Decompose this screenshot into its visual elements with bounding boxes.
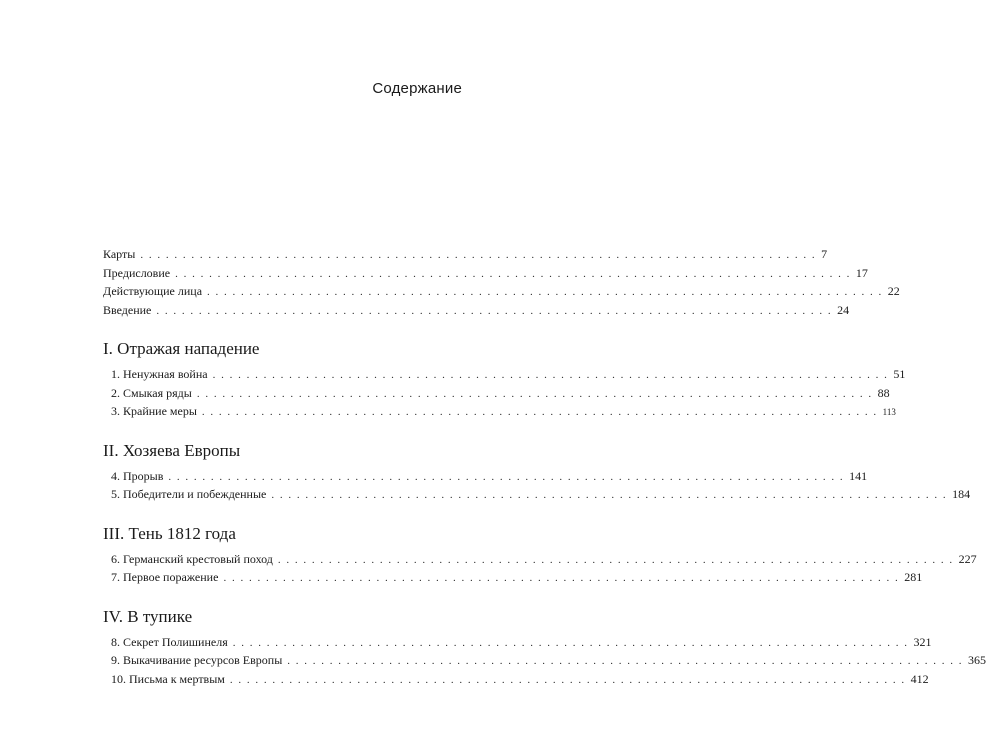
part-section — [103, 523, 977, 587]
chapter-page: 113 — [882, 407, 896, 417]
dot-leader: . . . . . . . . . . . . . . . . . . . . . . . . . . . . . . . . . . . . . . . . . . . . . . . . . . . . . . . . . . . . . . . . . . . . . . . . . . . . . . . . — [232, 636, 909, 649]
chapter-label: 10. Письма к мертвым — [111, 671, 225, 686]
dot-leader: . . . . . . . . . . . . . . . . . . . . . . . . . . . . . . . . . . . . . . . . . . . . . . . . . . . . . . . . . . . . . . . . . . . . . . . . . . . . . . . . — [277, 553, 954, 566]
chapter-label: 1. Ненужная война — [111, 367, 208, 381]
dot-leader: . . . . . . . . . . . . . . . . . . . . . . . . . . . . . . . . . . . . . . . . . . . . . . . . . . . . . . . . . . . . . . . . . . . . . . . . . . . . . . . . — [156, 304, 833, 317]
toc-entry-label: Введение — [103, 302, 152, 317]
chapter-label: 9. Выкачивание ресурсов Европы — [111, 653, 283, 667]
chapter-entry — [103, 402, 896, 421]
chapter-page: 412 — [910, 671, 929, 686]
chapter-page: 227 — [958, 551, 977, 566]
toc-entry — [103, 301, 850, 320]
part-section — [103, 440, 971, 504]
part-title: IV. В тупике — [103, 606, 193, 626]
dot-leader: . . . . . . . . . . . . . . . . . . . . . . . . . . . . . . . . . . . . . . . . . . . . . . . . . . . . . . . . . . . . . . . . . . . . . . . . . . . . . . . . — [229, 673, 906, 686]
chapter-entry — [103, 568, 923, 587]
chapter-page: 184 — [952, 487, 971, 501]
chapter-page: 88 — [877, 385, 890, 400]
chapter-label: 5. Победители и побежденные — [111, 487, 267, 501]
toc-entry — [103, 264, 868, 283]
dot-leader: . . . . . . . . . . . . . . . . . . . . . . . . . . . . . . . . . . . . . . . . . . . . . . . . . . . . . . . . . . . . . . . . . . . . . . . . . . . . . . . . — [271, 489, 948, 501]
dot-leader: . . . . . . . . . . . . . . . . . . . . . . . . . . . . . . . . . . . . . . . . . . . . . . . . . . . . . . . . . . . . . . . . . . . . . . . . . . . . . . . . — [207, 286, 883, 298]
toc-entry — [103, 245, 828, 264]
chapter-entry — [103, 365, 906, 384]
part-title: III. Тень 1812 года — [103, 523, 236, 543]
part-title: II. Хозяева Европы — [103, 440, 241, 460]
toc-entry-page: 24 — [837, 302, 850, 317]
dot-leader: . . . . . . . . . . . . . . . . . . . . . . . . . . . . . . . . . . . . . . . . . . . . . . . . . . . . . . . . . . . . . . . . . . . . . . . . . . . . . . . . — [168, 470, 845, 483]
part-section — [103, 338, 906, 421]
chapter-label: 4. Прорыв — [111, 468, 164, 483]
chapter-page: 141 — [849, 468, 868, 483]
toc-entry-label: Действующие лица — [103, 284, 203, 298]
dot-leader: . . . . . . . . . . . . . . . . . . . . . . . . . . . . . . . . . . . . . . . . . . . . . . . . . . . . . . . . . . . . . . . . . . . . . . . . . . . . . . . . — [223, 572, 900, 584]
chapter-page: 365 — [968, 653, 986, 667]
toc-entry — [103, 282, 900, 301]
page-title: Содержание — [372, 80, 462, 97]
chapter-label: 6. Германский крестовый поход — [111, 551, 273, 566]
toc-entry-page: 22 — [887, 284, 900, 298]
dot-leader: . . . . . . . . . . . . . . . . . . . . . . . . . . . . . . . . . . . . . . . . . . . . . . . . . . . . . . . . . . . . . . . . . . . . . . . . . . . . . . . . — [175, 267, 851, 280]
dot-leader: . . . . . . . . . . . . . . . . . . . . . . . . . . . . . . . . . . . . . . . . . . . . . . . . . . . . . . . . . . . . . . . . . . . . . . . . . . . . . . . . — [201, 406, 878, 418]
part-section — [103, 606, 986, 689]
chapter-entry — [103, 485, 971, 504]
dot-leader: . . . . . . . . . . . . . . . . . . . . . . . . . . . . . . . . . . . . . . . . . . . . . . . . . . . . . . . . . . . . . . . . . . . . . . . . . . . . . . . . — [287, 655, 964, 667]
chapter-page: 51 — [893, 367, 906, 381]
dot-leader: . . . . . . . . . . . . . . . . . . . . . . . . . . . . . . . . . . . . . . . . . . . . . . . . . . . . . . . . . . . . . . . . . . . . . . . . . . . . . . . . — [212, 369, 889, 381]
toc-entry-label: Предисловие — [103, 265, 171, 280]
part-title: I. Отражая нападение — [103, 339, 260, 358]
dot-leader: . . . . . . . . . . . . . . . . . . . . . . . . . . . . . . . . . . . . . . . . . . . . . . . . . . . . . . . . . . . . . . . . . . . . . . . . . . . . . . . . — [140, 249, 817, 261]
chapter-page: 281 — [904, 570, 923, 584]
chapter-entry — [103, 633, 932, 652]
chapter-entry — [103, 651, 986, 670]
chapter-entry — [103, 467, 868, 486]
dot-leader: . . . . . . . . . . . . . . . . . . . . . . . . . . . . . . . . . . . . . . . . . . . . . . . . . . . . . . . . . . . . . . . . . . . . . . . . . . . . . . . . — [196, 387, 873, 400]
toc-entry-page: 7 — [821, 247, 828, 261]
chapter-entry — [103, 550, 977, 569]
chapter-label: 7. Первое поражение — [111, 570, 219, 584]
chapter-label: 8. Секрет Полишинеля — [111, 634, 228, 649]
toc-entry-label: Карты — [103, 247, 136, 261]
chapter-label: 3. Крайние меры — [111, 404, 197, 418]
chapter-entry — [103, 384, 890, 403]
toc-entry-page: 17 — [855, 265, 868, 280]
chapter-label: 2. Смыкая ряды — [111, 385, 192, 400]
chapter-entry — [103, 670, 929, 689]
chapter-page: 321 — [913, 634, 932, 649]
front-matter-list — [103, 245, 900, 319]
table-of-contents — [103, 245, 986, 688]
